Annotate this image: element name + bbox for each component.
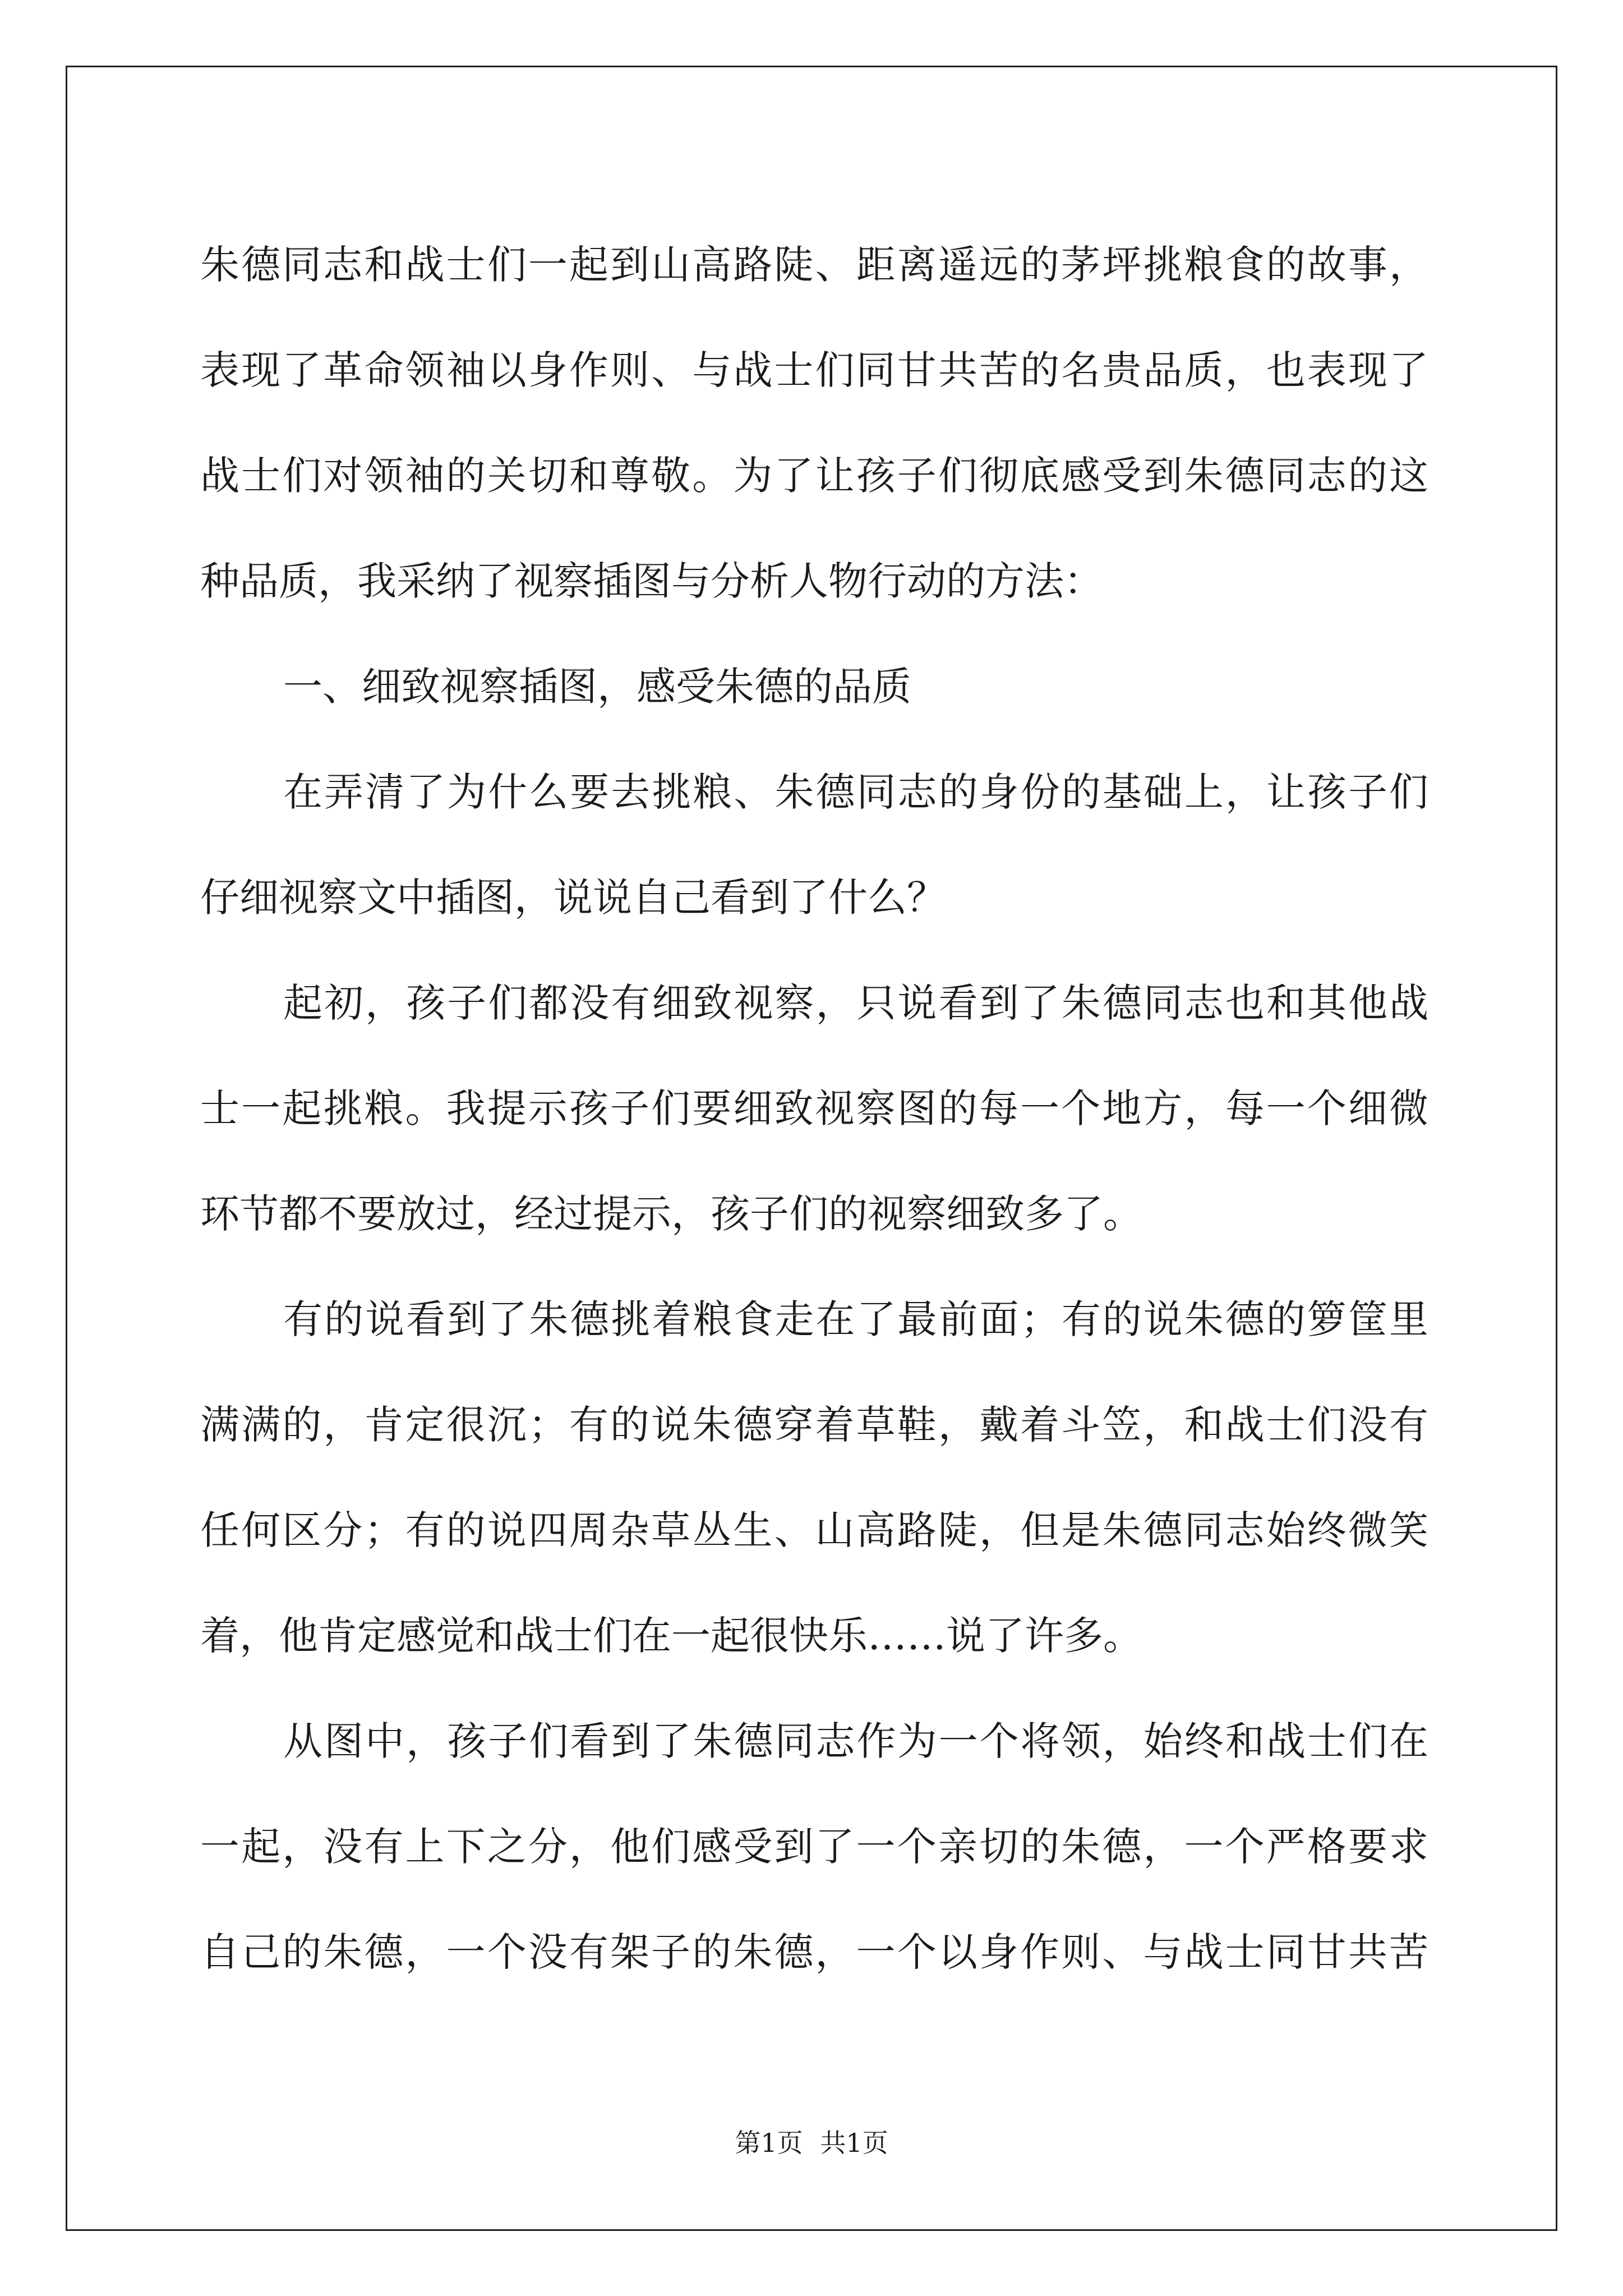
paragraph-line: 任何区分；有的说四周杂草丛生、山高路陡，但是朱德同志始终微笑 <box>200 1507 1428 1553</box>
paragraph-line: 从图中，孩子们看到了朱德同志作为一个将领，始终和战士们在 <box>283 1718 1428 1764</box>
paragraph-line: 战士们对领袖的关切和尊敬。为了让孩子们彻底感受到朱德同志的这 <box>200 453 1428 499</box>
paragraph-line: 一起，没有上下之分，他们感受到了一个亲切的朱德，一个严格要求 <box>200 1824 1428 1870</box>
page-number-current: 第1页 <box>735 2128 803 2158</box>
paragraph-line: 起初，孩子们都没有细致视察，只说看到了朱德同志也和其他战 <box>283 980 1428 1026</box>
paragraph-line: 表现了革命领袖以身作则、与战士们同甘共苦的名贵品质，也表现了 <box>200 347 1428 393</box>
paragraph-line: 在弄清了为什么要去挑粮、朱德同志的身份的基础上，让孩子们 <box>283 769 1428 815</box>
paragraph-line: 自己的朱德，一个没有架子的朱德，一个以身作则、与战士同甘共苦 <box>200 1929 1428 1975</box>
paragraph-line: 有的说看到了朱德挑着粮食走在了最前面；有的说朱德的箩筐里 <box>283 1296 1428 1342</box>
paragraph-line: 士一起挑粮。我提示孩子们要细致视察图的每一个地方，每一个细微 <box>200 1085 1428 1131</box>
paragraph-line: 种品质，我采纳了视察插图与分析人物行动的方法： <box>200 558 1103 604</box>
paragraph-line: 着，他肯定感觉和战士们在一起很快乐……说了许多。 <box>200 1613 1142 1659</box>
page-number-total: 共1页 <box>820 2128 888 2158</box>
paragraph-line: 满满的，肯定很沉；有的说朱德穿着草鞋，戴着斗笠，和战士们没有 <box>200 1402 1428 1448</box>
section-heading: 一、细致视察插图，感受朱德的品质 <box>283 664 911 710</box>
paragraph-line: 朱德同志和战士们一起到山高路陡、距离遥远的茅坪挑粮食的故事， <box>200 242 1428 288</box>
document-body <box>200 212 1428 2005</box>
page-footer <box>0 2126 1623 2160</box>
paragraph-line: 仔细视察文中插图，说说自己看到了什么？ <box>200 875 946 921</box>
paragraph-line: 环节都不要放过，经过提示，孩子们的视察细致多了。 <box>200 1191 1142 1237</box>
